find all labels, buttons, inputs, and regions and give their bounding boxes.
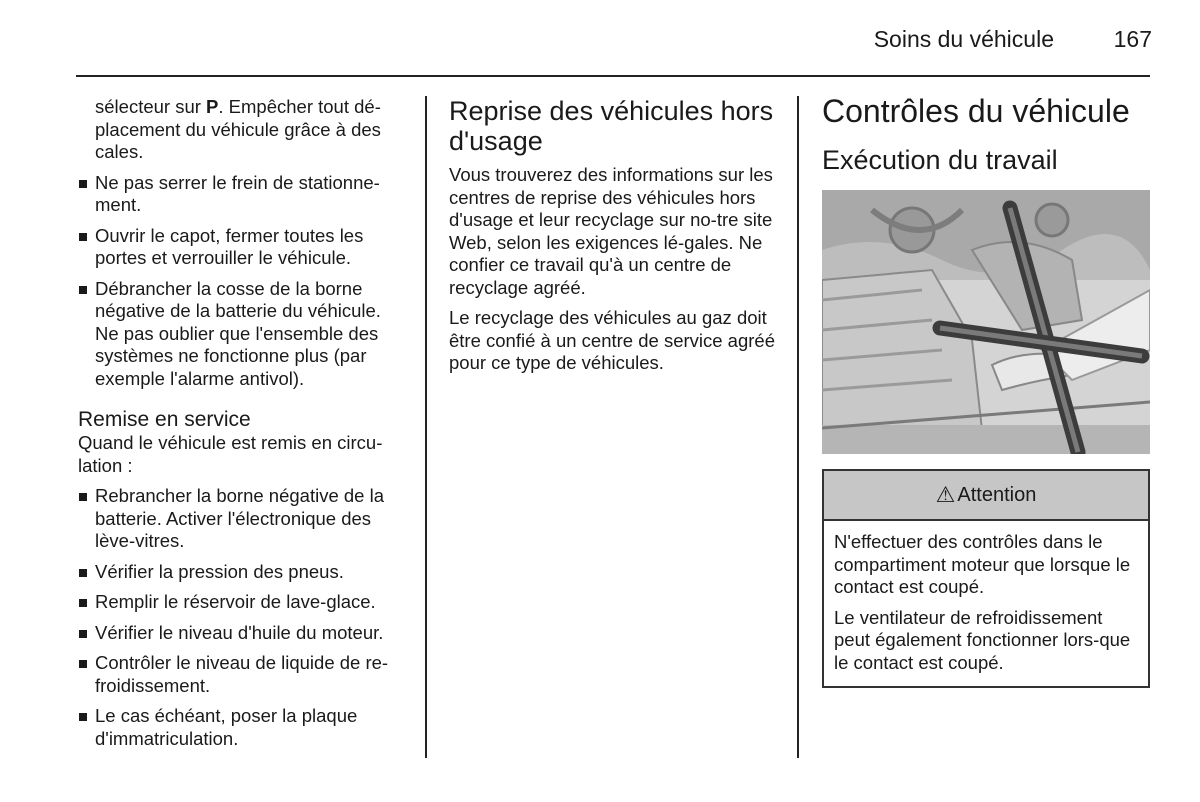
warning-paragraph: N'effectuer des contrôles dans le compartiment moteur que lorsque le contact est coupé. (834, 531, 1131, 597)
list-item: Contrôler le niveau de liquide de re-froidissement. (78, 652, 408, 697)
column-middle (449, 96, 779, 383)
header-divider (76, 75, 1150, 77)
engine-bay-crossed-out-icon (822, 190, 1150, 454)
paragraph: Vous trouverez des informations sur les centres de reprise des véhicules hors d'usage et leur recyclage sur no-tre site Web, selon les exigences lé-gales. Ne confier ce travail qu'à un centre de recyclage agréé. (449, 164, 773, 298)
chapter-title: Contrôles du véhicule (822, 93, 1130, 129)
list-item: Ouvrir le capot, fermer toutes les portes et verrouiller le véhicule. (78, 225, 408, 270)
storage-steps-list (78, 172, 408, 391)
section-title: Exécution du travail (822, 145, 1058, 175)
list-item: Ne pas serrer le frein de stationne-ment. (78, 172, 408, 217)
warning-heading: Attention (957, 483, 1037, 506)
page-header-title: Soins du véhicule (873, 26, 1054, 52)
warning-body (824, 521, 1148, 686)
warning-triangle-icon: ⚠ (935, 482, 956, 507)
column-divider-2 (797, 96, 799, 758)
section-subheading: Remise en service (78, 408, 251, 431)
list-item: Vérifier le niveau d'huile du moteur. (78, 622, 408, 645)
page-number: 167 (1113, 26, 1152, 52)
warning-header (824, 471, 1148, 521)
warning-paragraph: Le ventilateur de refroidissement peut également fonctionner lors-que le contact est coupé. (834, 606, 1131, 673)
selector-position: P (206, 96, 219, 117)
list-item: Débrancher la cosse de la borne négative de la batterie du véhicule. Ne pas oublier que l'ensemble des systèmes ne fonctionne plus (par exemple l'alarme antivol). (78, 278, 408, 391)
section-title: Reprise des véhicules hors d'usage (449, 96, 774, 156)
list-item: Remplir le réservoir de lave-glace. (78, 591, 408, 614)
list-item: Vérifier la pression des pneus. (78, 561, 408, 584)
column-right (822, 92, 1150, 688)
column-divider-1 (425, 96, 427, 758)
intro-text-post: . Empêcher tout dé-placement du véhicule grâce à des cales. (95, 96, 381, 162)
recommission-intro: Quand le véhicule est remis en circu-lation : (78, 432, 383, 476)
warning-box (822, 469, 1150, 688)
intro-text-pre: sélecteur sur (95, 96, 207, 117)
recommission-steps-list (78, 485, 408, 750)
paragraph: Le recyclage des véhicules au gaz doit être confié à un centre de service agréé pour ce type de véhicules. (449, 307, 775, 373)
list-item: Le cas échéant, poser la plaque d'immatriculation. (78, 705, 408, 750)
intro-paragraph (78, 96, 408, 164)
column-left (78, 96, 408, 758)
list-item: Rebrancher la borne négative de la batterie. Activer l'électronique des lève-vitres. (78, 485, 408, 553)
